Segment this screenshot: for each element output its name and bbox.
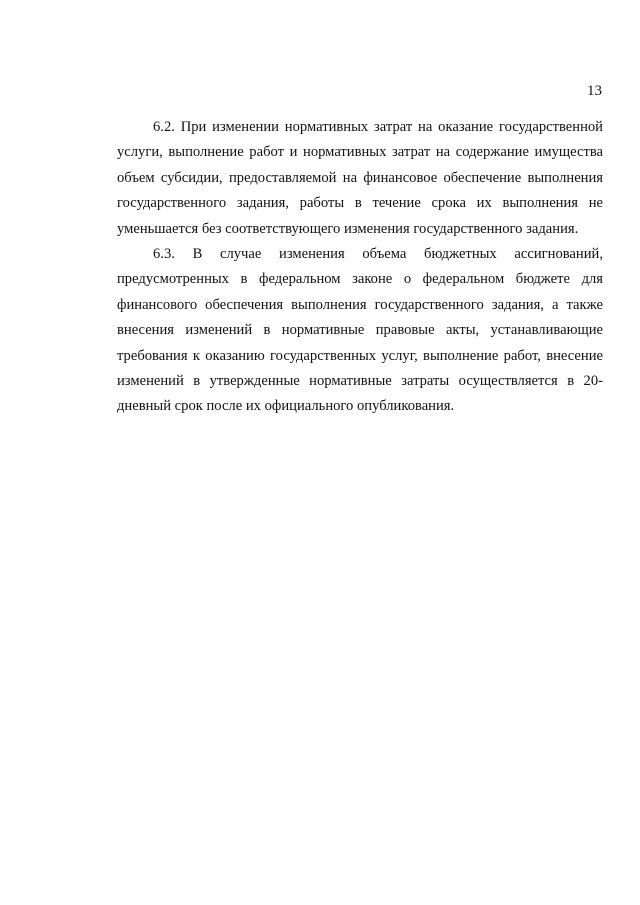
page-number: 13 [587, 83, 602, 99]
paragraph-6-2: 6.2. При изменении нормативных затрат на оказание государственной услуги, выполнение работ и нормативных затрат на содержание имущества объем субсидии, предоставляемой на финансовое обеспечение выполнения государственного задания, работы в течение срока их выполнения не уменьшается без соответствующего изменения государственного задания. [117, 119, 603, 237]
paragraph-6-3: 6.3. В случае изменения объема бюджетных ассигнований, предусмотренных в федеральном законе о федеральном бюджете для финансового обеспечения выполнения государственного задания, а также внесения изменений в нормативные правовые акты, устанавливающие требования к оказанию государственных услуг, выполнение работ, внесение изменений в утвержденные нормативные затраты осуществляется в 20-дневный срок после их официального опубликования. [117, 246, 603, 415]
document-body [117, 115, 603, 420]
